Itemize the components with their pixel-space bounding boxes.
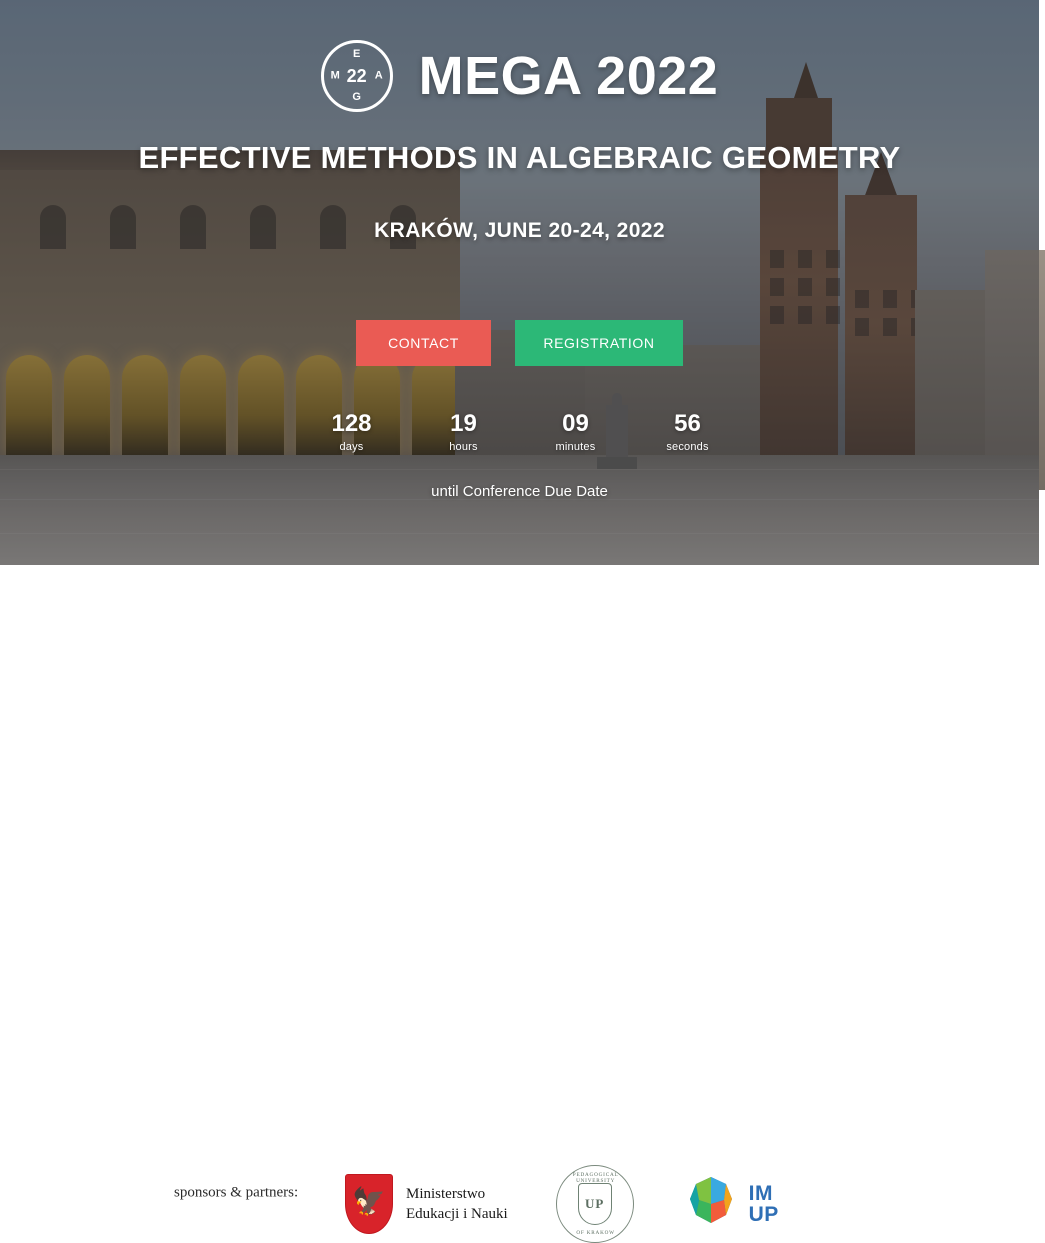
countdown-label-days: days [339, 440, 364, 453]
hero-banner [0, 0, 1039, 565]
registration-button[interactable]: REGISTRATION [515, 320, 683, 366]
imup-line-1: IM [748, 1181, 773, 1205]
logo-letter-left: M [330, 69, 340, 82]
countdown-unit-seconds [649, 410, 727, 453]
hero-button-row [0, 320, 1039, 366]
polish-eagle-shield-icon: 🦅 [345, 1174, 393, 1234]
imup-logo[interactable] [682, 1175, 779, 1233]
countdown-value-seconds: 56 [674, 410, 701, 437]
seal-monogram: UP [578, 1183, 612, 1225]
logo-letter-bottom: G [352, 91, 361, 103]
hero-title-row [0, 40, 1039, 112]
logo-year: 22 [346, 66, 367, 86]
countdown-timer [0, 410, 1039, 453]
seal-top-text: PEDAGOGICAL UNIVERSITY [572, 1172, 619, 1184]
conference-place-date: KRAKÓW, JUNE 20-24, 2022 [374, 219, 665, 242]
countdown-value-days: 128 [331, 410, 372, 437]
imup-line-2: UP [748, 1203, 779, 1226]
imup-polygon-icon [682, 1175, 740, 1233]
countdown-value-hours: 19 [450, 410, 477, 437]
mega-logo-icon [321, 40, 393, 112]
countdown-value-minutes: 09 [562, 410, 589, 437]
countdown-label-seconds: seconds [666, 440, 709, 453]
ministry-line-1: Ministerstwo [406, 1185, 486, 1202]
contact-button[interactable]: CONTACT [356, 320, 491, 366]
pedagogical-university-seal[interactable] [556, 1165, 634, 1243]
countdown-unit-hours [425, 410, 503, 453]
countdown-unit-minutes [537, 410, 615, 453]
seal-bottom-text: OF KRAKOW [576, 1230, 615, 1236]
countdown-label-hours: hours [449, 440, 478, 453]
ministry-line-2: Edukacji i Nauki [406, 1206, 508, 1222]
countdown-label-minutes: minutes [555, 440, 596, 453]
sponsors-section [0, 565, 1039, 1236]
sponsor-logo-list [345, 1165, 779, 1243]
page-title: MEGA 2022 [418, 46, 719, 106]
imup-logo-text [749, 1183, 779, 1226]
logo-letter-top: E [353, 48, 361, 60]
countdown-caption: until Conference Due Date [431, 483, 608, 500]
sponsors-label: sponsors & partners: [174, 1184, 299, 1201]
ministry-logo-text [406, 1184, 508, 1225]
logo-letter-right: A [374, 69, 383, 82]
countdown-unit-days [313, 410, 391, 453]
page-subtitle: EFFECTIVE METHODS IN ALGEBRAIC GEOMETRY [138, 140, 901, 175]
ministry-logo[interactable] [345, 1174, 508, 1234]
